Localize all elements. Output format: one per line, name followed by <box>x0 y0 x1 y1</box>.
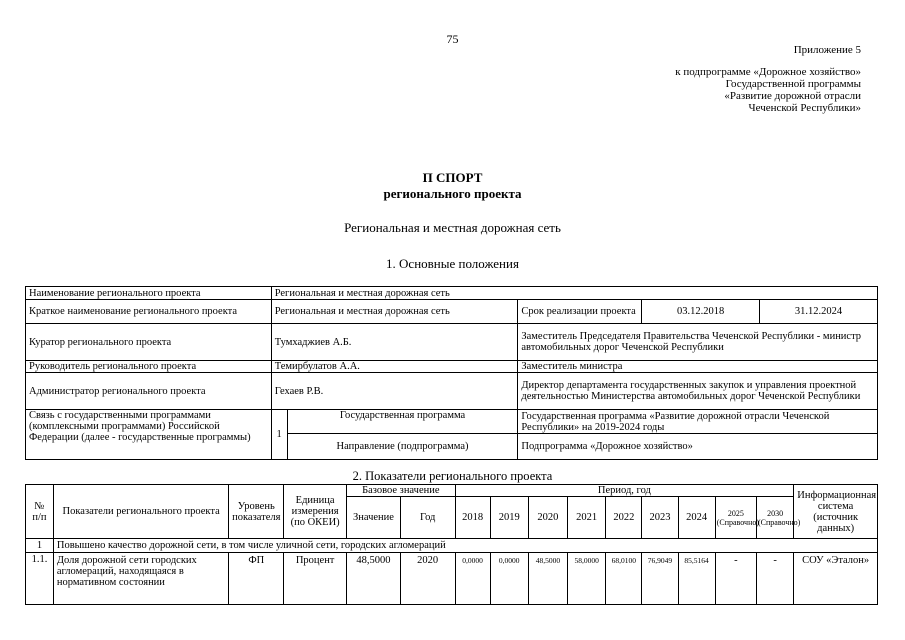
hdr-year: 2021 <box>568 497 606 539</box>
link-label: Связь с государственными программами (комплексными программами) Российской Федерации (далее - государственные программы) <box>26 410 272 460</box>
head-name: Темирбулатов А.А. <box>271 361 518 373</box>
hdr-base-value: Значение <box>347 497 401 539</box>
hdr-year: 2023 <box>642 497 678 539</box>
short-value: Региональная и местная дорожная сеть <box>271 300 518 324</box>
hdr-unit: Единица измерения (по ОКЕИ) <box>284 485 347 539</box>
row-value: 68,0100 <box>606 553 642 605</box>
basic-info-table <box>25 286 878 460</box>
group-num: 1 <box>26 539 54 553</box>
row-indicator: Доля дорожной сети городских агломераций, находящаяся в нормативном состоянии <box>53 553 229 605</box>
hdr-2030: 2030 (Справочно) <box>757 497 794 539</box>
row-2025: - <box>715 553 756 605</box>
term-label: Срок реализации проекта <box>518 300 642 324</box>
name-value: Региональная и местная дорожная сеть <box>271 287 877 300</box>
row-value: 0,0000 <box>455 553 490 605</box>
link-num: 1 <box>271 410 287 460</box>
curator-name: Тумхаджиев А.Б. <box>271 324 518 361</box>
appendix-line: «Развитие дорожной отрасли <box>724 90 861 102</box>
short-label: Краткое наименование регионального проекта <box>26 300 272 324</box>
appendix-reference <box>675 66 861 114</box>
row-value: 58,0000 <box>568 553 606 605</box>
link-gp-label: Государственная программа <box>287 410 518 434</box>
head-label: Руководитель регионального проекта <box>26 361 272 373</box>
row-value: 48,5000 <box>528 553 567 605</box>
hdr-year: 2020 <box>528 497 567 539</box>
link-gp-value: Государственная программа «Развитие дорожной отрасли Чеченской Республики» на 2019-2024 годы <box>518 410 878 434</box>
project-name: Региональная и местная дорожная сеть <box>344 220 561 235</box>
hdr-year: 2018 <box>455 497 490 539</box>
term-end: 31.12.2024 <box>760 300 878 324</box>
hdr-info: Информационная система (источник данных) <box>794 485 878 539</box>
term-start: 03.12.2018 <box>642 300 760 324</box>
hdr-base-year: Год <box>400 497 455 539</box>
doc-subtitle: регионального проекта <box>383 186 522 201</box>
hdr-base: Базовое значение <box>347 485 455 497</box>
appendix-line: к подпрограмме «Дорожное хозяйство» <box>675 66 861 78</box>
name-label: Наименование регионального проекта <box>26 287 272 300</box>
admin-label: Администратор регионального проекта <box>26 373 272 410</box>
link-dir-label: Направление (подпрограмма) <box>287 434 518 460</box>
row-num: 1.1. <box>26 553 54 605</box>
hdr-period: Период, год <box>455 485 794 497</box>
row-base-year: 2020 <box>400 553 455 605</box>
hdr-year: 2019 <box>490 497 528 539</box>
row-base-value: 48,5000 <box>347 553 401 605</box>
admin-name: Гехаев Р.В. <box>271 373 518 410</box>
page-number: 75 <box>446 32 459 46</box>
row-info: СОУ «Эталон» <box>794 553 878 605</box>
appendix-line: Государственной программы <box>725 78 861 90</box>
hdr-year: 2022 <box>606 497 642 539</box>
section1-heading: 1. Основные положения <box>386 256 519 271</box>
hdr-level: Уровень показателя <box>229 485 284 539</box>
link-dir-value: Подпрограмма «Дорожное хозяйство» <box>518 434 878 460</box>
row-2030: - <box>757 553 794 605</box>
curator-label: Куратор регионального проекта <box>26 324 272 361</box>
hdr-year: 2024 <box>678 497 715 539</box>
head-position: Заместитель министра <box>518 361 878 373</box>
hdr-2025: 2025 (Справочно) <box>715 497 756 539</box>
doc-title: П СПОРТ <box>422 170 483 185</box>
curator-position: Заместитель Председателя Правительства Чеченской Республики - министр автомобильных дорог Чеченской Республики <box>518 324 878 361</box>
indicators-table <box>25 484 878 605</box>
row-value: 85,5164 <box>678 553 715 605</box>
hdr-num: № п/п <box>26 485 54 539</box>
row-unit: Процент <box>284 553 347 605</box>
appendix-line: Чеченской Республики» <box>748 102 861 114</box>
hdr-indicator: Показатели регионального проекта <box>53 485 229 539</box>
admin-position: Директор департамента государственных закупок и управления проектной деятельностью Министерства автомобильных дорог Чеченской Республики <box>518 373 878 410</box>
row-level: ФП <box>229 553 284 605</box>
section2-heading: 2. Показатели регионального проекта <box>352 469 553 483</box>
row-value: 0,0000 <box>490 553 528 605</box>
group-text: Повышено качество дорожной сети, в том числе уличной сети, городских агломераций <box>53 539 877 553</box>
row-value: 76,9049 <box>642 553 678 605</box>
appendix-title: Приложение 5 <box>793 44 861 56</box>
